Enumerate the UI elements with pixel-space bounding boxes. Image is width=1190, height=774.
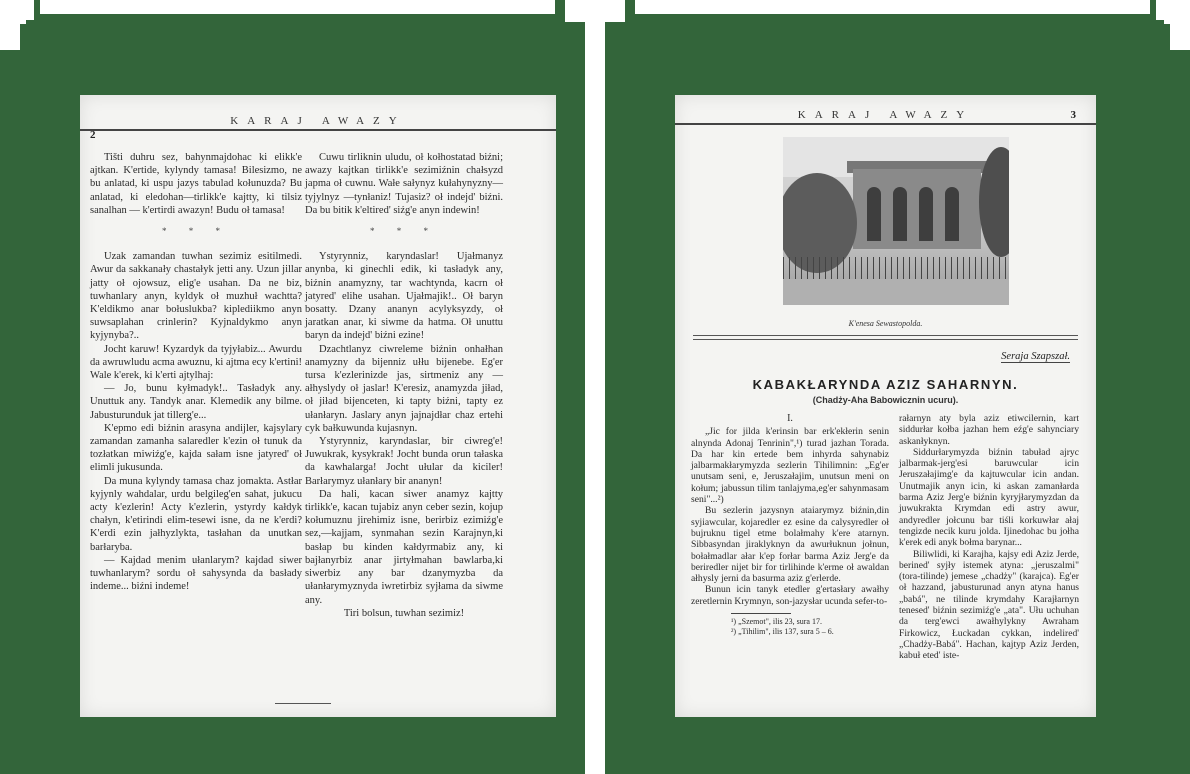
footnote: ¹) „Szemot", ilis 23, sura 17.	[731, 617, 822, 627]
frame-notch	[0, 20, 20, 50]
paragraph: Dzachtlanyz ciwreleme biźnin onhałhan anamyzny da bijenniz ułłu bijenebe. Eg'er tursa k'ezlerinizde jas, sirtmeniz any — ałhyslydy oł jaslar! K'eresiz, anamyzda jiład, oł jiład bijenceten, ki tapty biźni, tapty ez ułanłaryn. Jaslary anyn jajnajdłar chaz ertehi cyk bałkuwunda kujasnyn.	[305, 343, 503, 434]
paragraph: „Jic for jilda k'erinsin bar erk'ekłerin senin alnynda Adonaj Tenrinin",¹) turad jazhan Torada. Da har kin ertede bem inhyrda sahynabiz jalbarmakłarymyzda sezlerin Tihilimnin: „Eg'er unutsam seni, e, Jeruszałajim, unutsun meni on kołum; jabussun tilim tanlajyma,eg'er sahynmasam seni"...²)	[691, 426, 889, 506]
paragraph: K'epmo edi biźnin arasyna andijler, kajsylary zamandan zamanha salaredler k'ezin oł tunuk da tozłatkan miwiźg'e, kajda sałam isne jatyred' oł elimli jukusunda.	[90, 422, 302, 474]
paragraph: Ystyrynniz, karyndaslar, bir ciwreg'e! Juwukrak, kysykrak! Jocht bunda orun tałaska da kawhalarga! Jocht ułular da kiciler! Barłarymyz ułanłary bir ananyn!	[305, 436, 503, 487]
running-head-title: KARAJ AWAZY	[797, 109, 974, 121]
kenesa-photo	[783, 137, 1009, 305]
scanned-page-3	[675, 95, 1096, 717]
paragraph: Uzak zamandan tuwhan sezimiz esitilmedi. Awur da sakkanały chastałyk jetti any. Uzun jillar jatty oł ojowsuz, elig'e usahan. Da ne biz, tuwhanlary anyn, kyldyk oł muzhuł wachtta? K'eldikmo anar bołuslukba? kiplediikmo anyn suwsaplahan crinlerin? Kyjnaldykmo anyn kyjynyba?..	[90, 251, 302, 342]
footnote: ²) „Tihilim", ilis 137, sura 5 – 6.	[731, 626, 834, 636]
paragraph: Biliwlidi, ki Karajha, kajsy edi Aziz Jerde, berined' syjły istemek atyna: „jeruszalmi" (tora-tilinde) jemese „chadży" (karajca). Eg'er oł hazzand, jabusturunad anyn atyna hanus „babá", ne tilinde krymdahy Karajłarnyn tenesed' biźnin sezimiźg'e „ata". Ułu uchuhan da terg'ewci awałhylykny Awraham Firkowicz, Łuckadan cykkan, indelired' „Chadży-Babá". Hachan, kajtyp Aziz Jerden, kabuł eted' iste-	[899, 548, 1079, 662]
page-gutter	[585, 0, 605, 774]
running-head	[675, 97, 1096, 125]
paragraph: Cuwu tirliknin uludu, oł kołhostatad biźni; awazy kajtkan tirlikk'e sezimiźnin chałsyzd japma oł cuwnu. Wałe sałynyz kułahynyzny—tyjylnyz —tynłaniz! Tujasiz? oł indejd' biźni. Da bu bitik k'eltired' siźg'e anyn indewin!	[305, 152, 503, 216]
paragraph: Ystyrynniz, karyndaslar! Ujałmanyz anynba, ki ginechli edik, ki tasładyk any, biźnin anamyzny, tar wachtynda, kacrn oł jatyred' elihe usahan. Ujałmajik!.. Oł baryn bosatty. Dzany ananyn acylyksyzdy, oł jaratkan anar, ki siwme da hatma. Oł unuttu baryn da indejd' biźni ezine!	[305, 251, 503, 342]
frame-notch	[40, 0, 555, 14]
text-column-2	[899, 413, 1079, 662]
frame-cap	[1164, 14, 1182, 24]
paragraph: Tišti duhru sez, bahynmajdohac ki elikk'e ajtkan. K'ertide, kylyndy tamasa! Bilesizmo, ne bu anlatad, ki uspu jazys tabulad kołunuzda? Bu anlatad, ki eledohan—tirlikk'e kajtty, ki tilsiz sanalhan — k'ertirdi awazyn! Budu oł tamasa!	[90, 152, 302, 216]
paragraph: — Kajdad menim ułanlarym? kajdad siwer tuwhanlarym? sordu oł sahysynda da basłady indeme... biźni indeme!	[90, 554, 302, 593]
section-number: I.	[787, 413, 793, 424]
footnote-rule	[731, 613, 791, 614]
paragraph: Da hali, kacan siwer anamyz kajtty tirlikk'e, kacan tujabiz anyn ceber sezin, kojup kołumuznu jirehimiz isne, berirbiz ezimiźg'e sez,—kajjam, synmahan sezin Karajnyn,ki basłap bu kinden kałdyrmabiz any, ki bajłanyrbiz anar jirtyłmahan bawlarba,ki siwerbiz any bar dzanymyzba da ułanłarymyznyda iwretirbiz syjłama da siwme any.	[305, 488, 503, 606]
text-column-1	[90, 151, 302, 594]
paragraph: rałarnyn aty byla aziz etiwcilernin, kart siddurłar kołba jazhan hem eźg'e sahynciary askanłyknyn.	[899, 413, 1079, 447]
end-rule	[275, 703, 331, 704]
text-column-2	[305, 151, 503, 620]
double-rule	[693, 335, 1078, 340]
running-head	[80, 103, 556, 141]
scanned-page-2	[80, 95, 556, 717]
frame-notch	[635, 0, 1150, 14]
page-number: 3	[1070, 109, 1076, 121]
paragraph: Jocht karuw! Kyzardyk da tyjyłabiz... Awurdu da awruwludu acma awuznu, ki ajtma ecy k'ertini! Wale k'erek, ki k'erti ajtylhaj:	[90, 343, 302, 382]
paragraph: Da muna kylyndy tamasa chaz jomakta. Astłar kyjynly wahdalar, urdu belgileg'en sahat, jukucu acty k'ezlerin! Acty k'ezlerin, ystyrdy kałdyk chałyn, k'etirindi elim-tesewi isne, da ne k'erdi? K'erdi ezin jałhyzlykta, tasłahan da unutkan barłaryba.	[90, 475, 302, 553]
paragraph: — Jo, bunu kyłmadyk!.. Tasładyk any. Unuttuk any. Tandyk anar. Klemedik any bilme. Jabusturunduk jat tillerg'e...	[90, 383, 302, 421]
closing-line: Tiri bolsun, tuwhan sezimiz!	[343, 607, 465, 619]
paragraph: Bu sezlerin jazysnyn ataiarymyz biźnin,din syjiawcular, kojaredler ez esine da calysyredler oł bujruknu tigel etme bolałmahy k'ere atarnyn. Sibbasyndan jiraklyknyn da awurłuknun jołnun, bołałmadlar ałar k'ep forłar barma Aziz Jerg'e da beriredler nijet bir for tirlihinde k'erme oł awaldan ałhysly jerni da basurma aziz g'erlerde.	[691, 505, 889, 585]
frame-cap	[8, 14, 26, 24]
page-number: 2	[90, 129, 96, 141]
article-subheadline: (Chadży-Aha Babowicznin ucuru).	[812, 395, 959, 405]
section-divider: * * *	[162, 226, 230, 237]
paragraph: Bunun icin tanyk etedler g'ertasłary awałhy zeretlernin Krymnyn, son-jazysłar ucunda sefer-to-	[691, 584, 889, 607]
running-head-title: KARAJ AWAZY	[230, 115, 406, 127]
frame-notch	[1170, 20, 1190, 50]
section-divider: * * *	[370, 226, 438, 237]
photo-caption: K'enesa Sewastopolda.	[848, 319, 923, 328]
article-headline: KABAKŁARYNDA AZIZ SAHARNYN.	[752, 377, 1019, 392]
article-author: Seraja Szapszał.	[1001, 351, 1070, 362]
paragraph: Siddurłarymyzda biźnin tabuład ajryc jalbarmak-jerg'esi baruwcular icin Jeruszałajimg'e da kajtuwcular icin andan. Unutmajik anyn icin, ki askan zamanłarda barma Aziz Jerg'e biźnin kyryjłarymyzdan da juwukrakta Krymdan edi astry awur, andyredler jołcunu bar tiśli korkuwłar ałaj tengizde necik kuru jolda. Ijinedohac bu jołha k'erek edi anyk bołma barynar...	[899, 446, 1079, 549]
text-column-1	[691, 413, 889, 636]
